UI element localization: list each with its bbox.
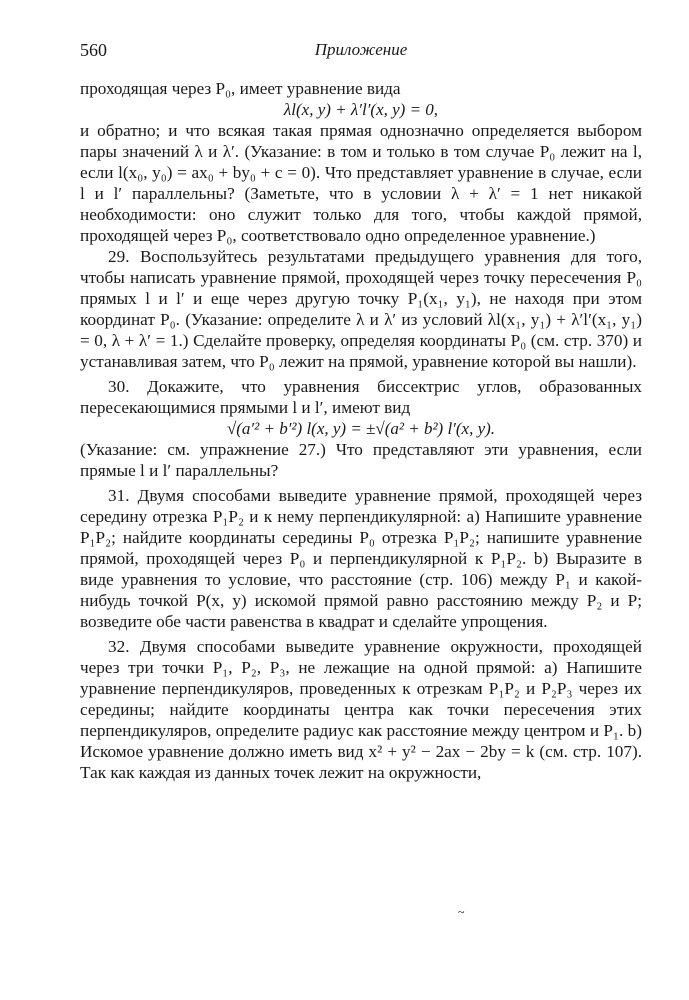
footer-mark: ~ [458,905,465,919]
exercise-30-hint: (Указание: см. упражнение 27.) Что представляют эти уравнения, если прямые l и l′ параллельны? [80,440,642,480]
exercise-31: 31. Двумя способами выведите уравнение прямой, проходящей через середину отрезка P₁P₂ и к нему перпендикулярной: a) Напишите уравнение P₁P₂; найдите координаты середины P₀ отрезка P₁P₂; напишите уравнение прямой, проходящей через P₀ и перпендикулярной к P₁P₂. b) Выразите в виде уравнения то условие, что расстояние (стр. 106) между P₁ и какой-нибудь точкой P(x, y) искомой прямой равно расстоянию между P₂ и P; возведите обе части равенства в квадрат и сделайте упрощения. [80,486,642,631]
formula-pencil-of-lines: λl(x, y) + λ′l′(x, y) = 0, [283,100,439,119]
exercise-32: 32. Двумя способами выведите уравнение окружности, проходящей через три точки P₁, P₂, P₃, не лежащие на одной прямой: a) Напишите уравнение перпендикуляров, проведенных к отрезкам P₁P₂ и P₂P₃ через их середины; найдите координаты центра как точки пересечения этих перпендикуляров, определите радиус как расстояние между центром и P₁. b) Искомое уравнение должно иметь вид x² + y² − 2ax − 2by = k (см. стр. 107). Так как каждая из данных точек лежит на окружности, [80,637,642,782]
page-number: 560 [80,40,107,60]
exercise-30: 30. Докажите, что уравнения биссектрис углов, образованных пересекающимися прямыми l и l′, имеют вид [80,377,642,417]
page-content [80,78,642,783]
paragraph-continuation: проходящая через P₀, имеет уравнение вида [80,79,401,98]
formula-bisectors: √(a′² + b′²) l(x, y) = ±√(a² + b²) l′(x, y). [226,419,496,438]
paragraph-converse: и обратно; и что всякая такая прямая однозначно определяется выбором пары значений λ и λ′. (Указание: в том и только в том случае P₀ лежит на l, если l(x₀, y₀) = ax₀ + by₀ + c = 0). Что представляет уравнение в случае, если l и l′ параллельны? (Заметьте, что в условии λ + λ′ = 1 нет никакой необходимости: оно служит только для того, чтобы каждой прямой, проходящей через P₀, соответствовало одно определенное уравнение.) [80,121,642,245]
page-header [80,40,642,64]
exercise-29: 29. Воспользуйтесь результатами предыдущего уравнения для того, чтобы написать уравнение прямой, проходящей через точку пересечения P₀ прямых l и l′ и еще через другую точку P₁(x₁, y₁), не находя при этом координат P₀. (Указание: определите λ и λ′ из условий λl(x₁, y₁) + λ′l′(x₁, y₁) = 0, λ + λ′ = 1.) Сделайте проверку, определяя координаты P₀ (см. стр. 370) и устанавливая затем, что P₀ лежит на прямой, уравнение которой вы нашли). [80,247,642,371]
running-title: Приложение [314,40,408,59]
